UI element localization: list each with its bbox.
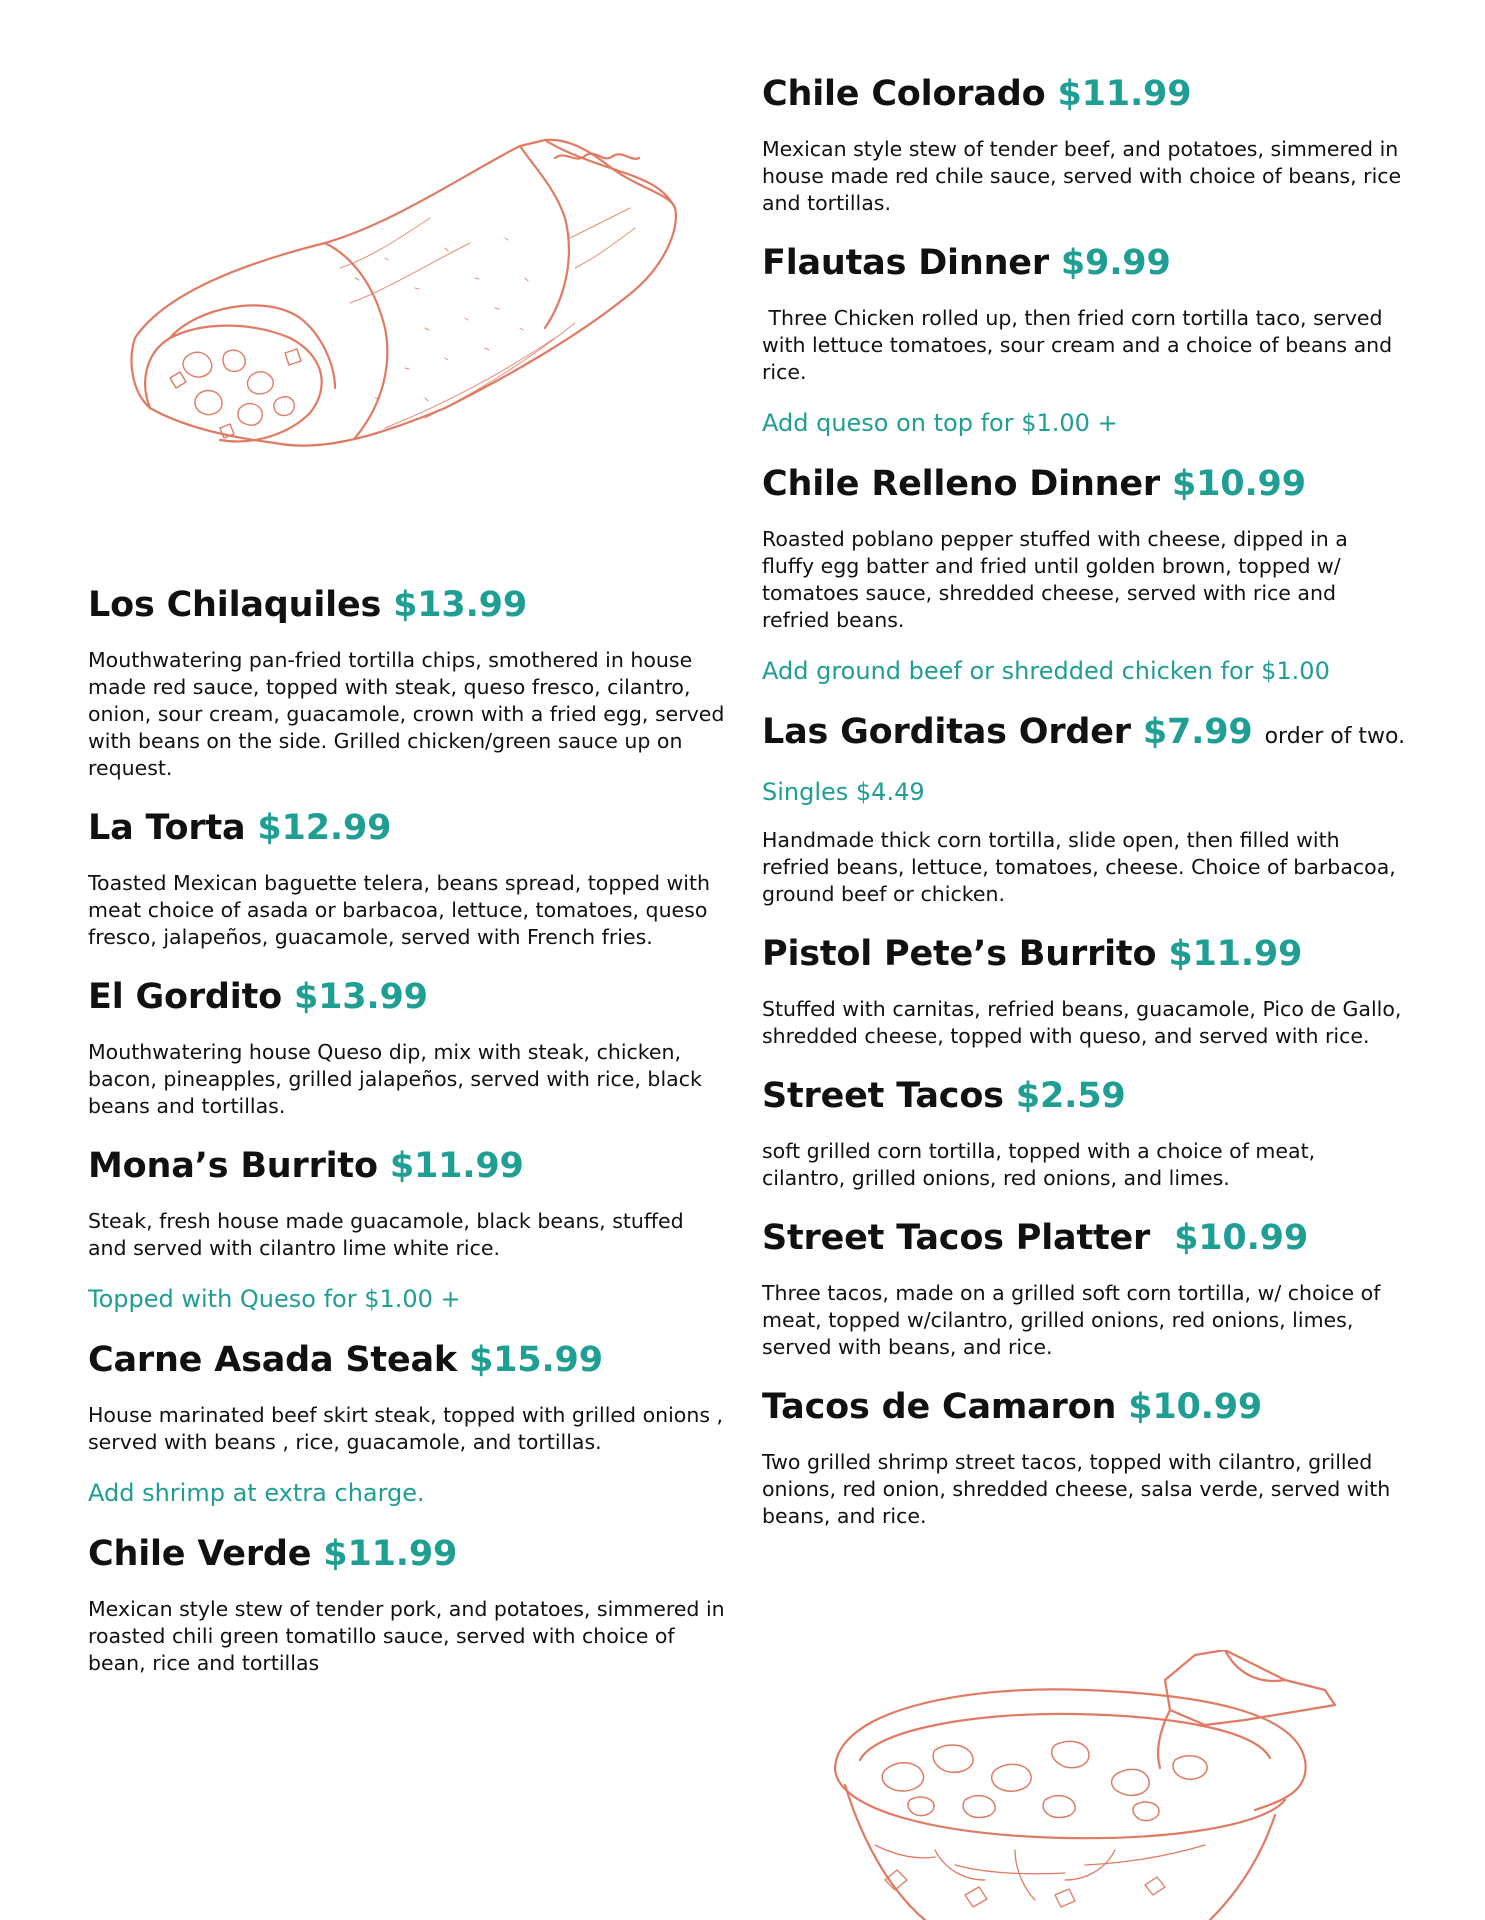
menu-item [762, 932, 1402, 1050]
menu-item [762, 1385, 1402, 1530]
item-description: Mexican style stew of tender beef, and potatoes, simmered in house made red chile sauce, served with choice of beans, rice and tortillas. [762, 137, 1402, 215]
item-price: $10.99 [1171, 464, 1306, 504]
item-price: $11.99 [389, 1146, 524, 1186]
item-title [762, 1216, 1402, 1260]
item-title [762, 1385, 1402, 1429]
item-addon: Add queso on top for $1.00 + [762, 409, 1118, 437]
item-name: Chile Verde [88, 1534, 312, 1574]
item-description: Steak, fresh house made guacamole, black beans, stuffed and served with cilantro lime white rice. [88, 1209, 684, 1260]
menu-item [762, 462, 1402, 686]
item-name: Las Gorditas Order [762, 712, 1131, 752]
item-price: $13.99 [293, 977, 428, 1017]
menu-column-left [88, 583, 728, 1701]
item-name: Street Tacos [762, 1076, 1004, 1116]
item-price: $9.99 [1060, 243, 1171, 283]
menu-item [88, 806, 728, 951]
item-description: Handmade thick corn tortilla, slide open, then filled with refried beans, lettuce, tomatoes, cheese. Choice of barbacoa, ground beef or chicken. [762, 828, 1396, 906]
item-title [762, 932, 1402, 976]
item-name: La Torta [88, 808, 246, 848]
item-name: Street Tacos Platter [762, 1218, 1163, 1258]
item-name: Tacos de Camaron [762, 1387, 1117, 1427]
item-title [88, 1144, 728, 1188]
item-name: Los Chilaquiles [88, 585, 382, 625]
salsa-bowl-illustration [815, 1650, 1355, 1920]
item-title [762, 462, 1402, 506]
item-title [88, 1532, 728, 1576]
item-price: $11.99 [323, 1534, 458, 1574]
item-addon: Add shrimp at extra charge. [88, 1479, 425, 1507]
menu-item [762, 1216, 1402, 1361]
item-description: Stuffed with carnitas, refried beans, guacamole, Pico de Gallo, shredded cheese, topped with queso, and served with rice. [762, 997, 1402, 1048]
item-note: order of two. [1264, 724, 1406, 749]
item-price: $15.99 [468, 1340, 603, 1380]
item-price: $12.99 [257, 808, 392, 848]
menu-column-right [762, 72, 1406, 1554]
item-name: Chile Relleno Dinner [762, 464, 1160, 504]
item-title [762, 710, 1406, 759]
item-title [88, 975, 728, 1019]
item-description: Three tacos, made on a grilled soft corn tortilla, w/ choice of meat, topped w/cilantro, grilled onions, red onions, limes, served with beans, and rice. [762, 1281, 1381, 1359]
menu-item [88, 975, 728, 1120]
item-price: $10.99 [1128, 1387, 1263, 1427]
item-price: $11.99 [1168, 934, 1303, 974]
item-title [88, 583, 728, 627]
menu-item [762, 1074, 1402, 1192]
item-price: $10.99 [1174, 1218, 1308, 1258]
item-description: Mouthwatering house Queso dip, mix with steak, chicken, bacon, pineapples, grilled jalapeños, served with rice, black beans and tortillas. [88, 1040, 702, 1118]
item-name: Flautas Dinner [762, 243, 1049, 283]
item-price: $11.99 [1057, 74, 1192, 114]
item-title [762, 1074, 1402, 1118]
item-price: $7.99 [1142, 712, 1253, 752]
item-sub-price: Singles $4.49 [762, 778, 925, 806]
item-title [762, 72, 1402, 116]
item-title [88, 806, 728, 850]
menu-item [762, 241, 1402, 438]
menu-item [762, 72, 1402, 217]
item-name: Carne Asada Steak [88, 1340, 457, 1380]
menu-item [88, 1532, 728, 1677]
item-description: soft grilled corn tortilla, topped with a choice of meat, cilantro, grilled onions, red onions, and limes. [762, 1139, 1316, 1190]
item-title [88, 1338, 728, 1382]
menu-item [88, 1338, 728, 1508]
item-description: Two grilled shrimp street tacos, topped with cilantro, grilled onions, red onion, shredded cheese, salsa verde, served with beans, and rice. [762, 1450, 1391, 1528]
item-name: El Gordito [88, 977, 282, 1017]
menu-item [762, 710, 1406, 908]
item-name: Chile Colorado [762, 74, 1046, 114]
burrito-illustration [125, 128, 685, 458]
item-description: Mexican style stew of tender pork, and potatoes, simmered in roasted chili green tomatillo sauce, served with choice of bean, rice and tortillas [88, 1597, 725, 1675]
item-description: Mouthwatering pan-fried tortilla chips, smothered in house made red sauce, topped with steak, queso fresco, cilantro, onion, sour cream, guacamole, crown with a fried egg, served with beans on the side. Grilled chicken/green sauce up on request. [88, 648, 725, 780]
item-name: Pistol Pete’s Burrito [762, 934, 1157, 974]
item-description: Toasted Mexican baguette telera, beans spread, topped with meat choice of asada or barbacoa, lettuce, tomatoes, queso fresco, jalapeños, guacamole, served with French fries. [88, 871, 710, 949]
item-description: Roasted poblano pepper stuffed with cheese, dipped in a fluffy egg batter and fried until golden brown, topped w/ tomatoes sauce, shredded cheese, served with rice and refried beans. [762, 527, 1348, 632]
menu-item [88, 583, 728, 782]
item-title [762, 241, 1402, 285]
item-description: Three Chicken rolled up, then fried corn tortilla taco, served with lettuce tomatoes, sour cream and a choice of beans and rice. [762, 306, 1399, 384]
item-name: Mona’s Burrito [88, 1146, 378, 1186]
menu-item [88, 1144, 728, 1314]
item-price: $2.59 [1015, 1076, 1126, 1116]
item-addon: Topped with Queso for $1.00 + [88, 1285, 461, 1313]
item-price: $13.99 [393, 585, 527, 625]
item-addon: Add ground beef or shredded chicken for $1.00 [762, 657, 1330, 685]
item-description: House marinated beef skirt steak, topped with grilled onions , served with beans , rice, guacamole, and tortillas. [88, 1403, 724, 1454]
